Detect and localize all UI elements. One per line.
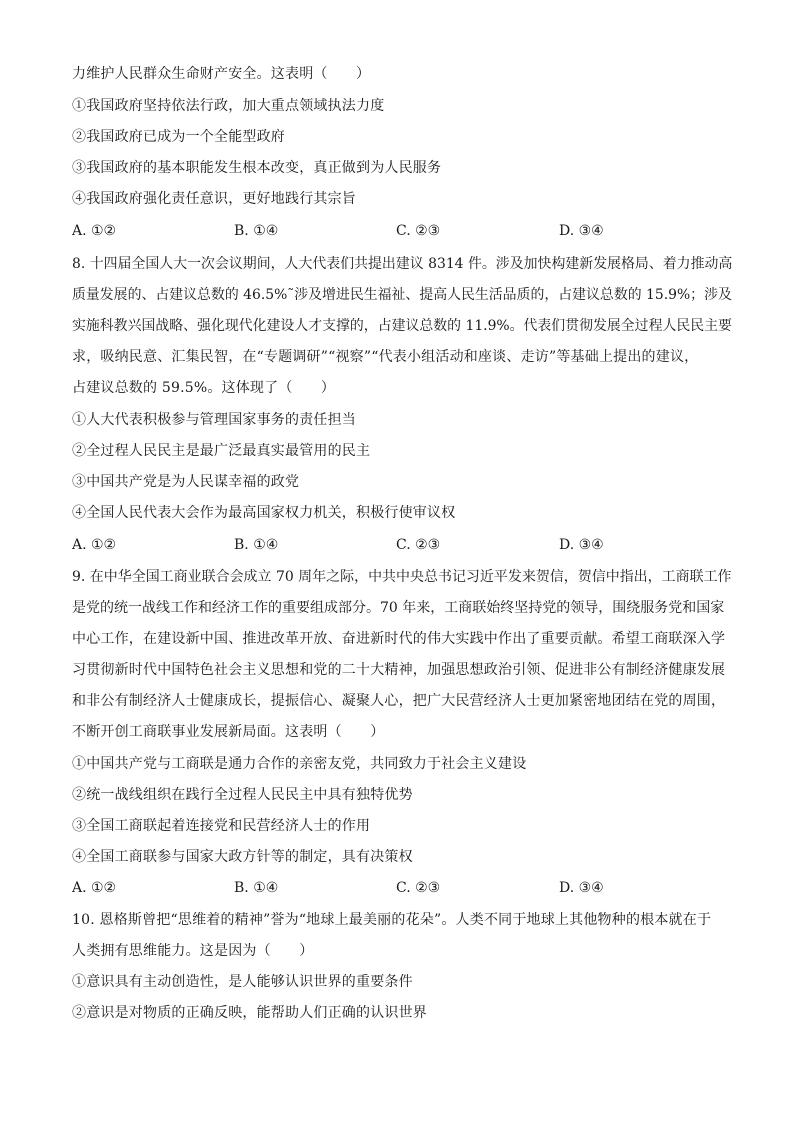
q9-option-c[interactable]: C. ②③ <box>396 880 441 896</box>
q9-options <box>72 878 732 898</box>
q8-item-1: ①人大代表积极参与管理国家事务的责任担当 <box>72 412 356 428</box>
q7-option-b[interactable]: B. ①④ <box>234 223 279 239</box>
q9-stem-line-1: 9. 在中华全国工商业联合会成立 70 周年之际，中共中央总书记习近平发来贺信，贺信中指出，工商联工作 <box>72 569 732 585</box>
q7-option-d[interactable]: D. ③④ <box>559 223 604 239</box>
q8-stem-line-1: 8. 十四届全国人大一次会议期间，人大代表们共提出建议 8314 件。涉及加快构建新发展格局、着力推动高 <box>72 256 733 272</box>
q10-stem-line-2: 人类拥有思维能力。这是因为（ ） <box>72 943 314 959</box>
q8-option-d[interactable]: D. ③④ <box>559 537 604 553</box>
q9-option-d[interactable]: D. ③④ <box>559 880 604 896</box>
q9-stem-line-6: 不断开创工商联事业发展新局面。这表明（ ） <box>72 724 385 740</box>
q9-option-a[interactable]: A. ①② <box>72 880 117 896</box>
q8-item-4: ④全国人民代表大会作为最高国家权力机关，积极行使审议权 <box>72 505 456 521</box>
q8-item-3: ③中国共产党是为人民谋幸福的政党 <box>72 474 300 490</box>
q7-item-1: ①我国政府坚持依法行政，加大重点领域执法力度 <box>72 98 385 114</box>
q8-stem-line-2: 质量发展的、占建议总数的 46.5%˜涉及增进民生福祉、提高人民生活品质的，占建议总数的 15.9%；涉及 <box>72 287 732 303</box>
q7-item-2: ②我国政府已成为一个全能型政府 <box>72 129 285 145</box>
q7-item-4: ④我国政府强化责任意识，更好地践行其宗旨 <box>72 191 356 207</box>
q9-item-3: ③全国工商联起着连接党和民营经济人士的作用 <box>72 818 371 834</box>
q10-stem-line-1: 10. 恩格斯曾把“思维着的精神”誉为“地球上最美丽的花朵”。人类不同于地球上其他物种的根本就在于 <box>72 912 712 928</box>
q10-item-2: ②意识是对物质的正确反映，能帮助人们正确的认识世界 <box>72 1005 427 1021</box>
q9-item-1: ①中国共产党与工商联是通力合作的亲密友党，共同致力于社会主义建设 <box>72 756 527 772</box>
q8-stem-line-5: 占建议总数的 59.5%。这体现了（ ） <box>72 380 336 396</box>
q9-stem-line-5: 和非公有制经济人士健康成长，提振信心、凝聚人心，把广大民营经济人士更加紧密地团结在党的周围， <box>72 693 726 709</box>
q8-item-2: ②全过程人民民主是最广泛最真实最管用的民主 <box>72 443 371 459</box>
q8-option-b[interactable]: B. ①④ <box>234 537 279 553</box>
q9-item-4: ④全国工商联参与国家大政方针等的制定，具有决策权 <box>72 849 413 865</box>
q7-options <box>72 221 732 241</box>
q8-stem-line-4: 求，吸纳民意、汇集民智，在“专题调研”“视察”“代表小组活动和座谈、走访”等基础上提出的建议， <box>72 349 699 365</box>
q10-item-1: ①意识具有主动创造性，是人能够认识世界的重要条件 <box>72 974 413 990</box>
q7-item-3: ③我国政府的基本职能发生根本改变，真正做到为人民服务 <box>72 160 442 176</box>
q9-stem-line-2: 是党的统一战线工作和经济工作的重要组成部分。70 年来，工商联始终坚持党的领导，围绕服务党和国家 <box>72 600 725 616</box>
q9-item-2: ②统一战线组织在践行全过程人民民主中具有独特优势 <box>72 787 413 803</box>
q8-option-c[interactable]: C. ②③ <box>396 537 441 553</box>
q8-options <box>72 535 732 555</box>
q7-option-a[interactable]: A. ①② <box>72 223 117 239</box>
q8-option-a[interactable]: A. ①② <box>72 537 117 553</box>
q7-option-c[interactable]: C. ②③ <box>396 223 441 239</box>
q9-stem-line-4: 习贯彻新时代中国特色社会主义思想和党的二十大精神，加强思想政治引领、促进非公有制经济健康发展 <box>72 662 726 678</box>
q9-option-b[interactable]: B. ①④ <box>234 880 279 896</box>
q7-stem-tail: 力维护人民群众生命财产安全。这表明（ ） <box>72 66 371 82</box>
q8-stem-line-3: 实施科教兴国战略、强化现代化建设人才支撑的，占建议总数的 11.9%。代表们贯彻发展全过程人民民主要 <box>72 318 732 334</box>
q9-stem-line-3: 中心工作，在建设新中国、推进改革开放、奋进新时代的伟大实践中作出了重要贡献。希望工商联深入学 <box>72 631 726 647</box>
